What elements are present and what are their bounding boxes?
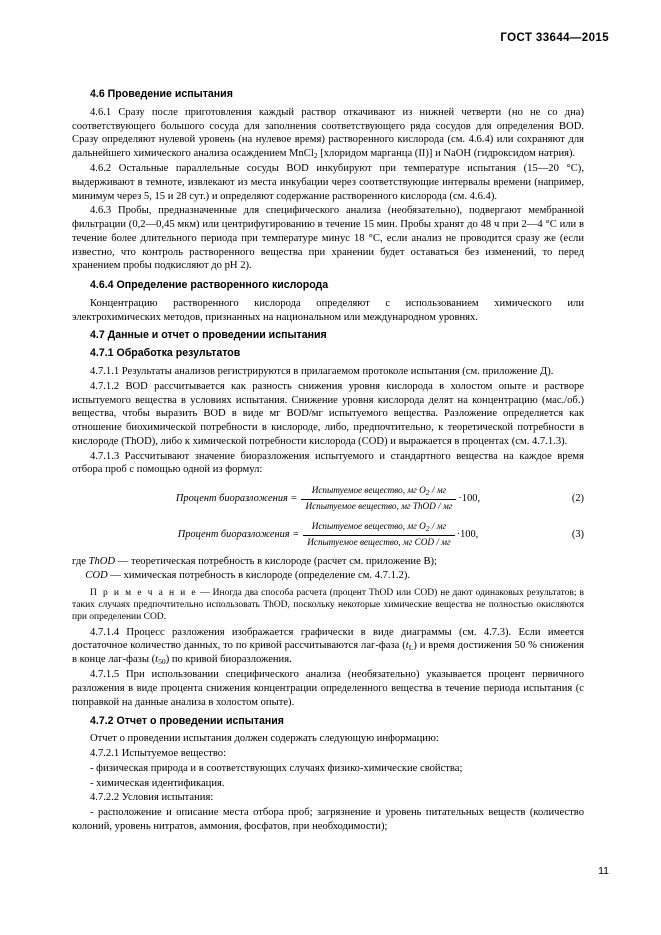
term-cod: COD xyxy=(85,569,108,581)
formula-2-label: Процент биоразложения = xyxy=(175,493,298,505)
paragraph-4-7-1-2: 4.7.1.2 BOD рассчитывается как разность снижения уровня кислорода в холостом опыте и растворе испытуемого вещества в условиях испытания. Снижение уровня кислорода делят на концентрацию (мас./об.) вещества, чтобы выразить BOD в виде мг BOD/мг испытуемого вещества. Разложение определяется как отношение биохимической потребности в кислороде, либо, предпочтительно, к теоретической потребности в кислороде (ThOD), либо к химической потребности кислорода (COD) и выражается в процентах (см. 4.7.1.3). xyxy=(72,380,584,447)
heading-4-6-4: 4.6.4 Определение растворенного кислорода xyxy=(90,279,329,292)
formula-2-numerator: Испытуемое вещество, мг $O_2$ / мг xyxy=(301,485,456,500)
paragraph-4-7-1-5: 4.7.1.5 При использовании специфического анализа (необязательно) указывается процент первичного разложения в виде процента снижения концентрации определенного вещества в течение периода испытания (с поправкой на данные анализа в холостом опыте). xyxy=(72,669,584,708)
formula-definitions xyxy=(72,555,584,583)
list-item-physical-nature: - физическая природа и в соответствующих случаях физико-химические свойства; xyxy=(90,762,463,774)
paragraph-4-6-2: 4.6.2 Остальные параллельные сосуды BOD инкубируют при температуре испытания (15—20 °С), выдерживают в темноте, извлекают из места инкубации через соответствующие интервалы времени (например, минимум через 5, 15 и 28 сут.) и определяют содержание растворенного кислорода (см. 4.6.4). xyxy=(72,163,584,202)
note-block xyxy=(72,587,584,624)
term-thod: ThOD xyxy=(88,556,116,567)
definition-thod: где ThOD — теоретическая потребность в кислороде (расчет см. приложение В); xyxy=(72,556,437,567)
page-header-standard: ГОСТ 33644—2015 xyxy=(500,32,609,44)
paragraph-4-7-1-3: 4.7.1.3 Рассчитывают значение биоразложения испытуемого и стандартного вещества на каждое время отбора проб с помощью одной из формул: xyxy=(72,450,584,476)
formula-3-denominator: Испытуемое вещество, мг COD / мг xyxy=(307,537,451,548)
paragraph-4-7-2-2: 4.7.2.2 Условия испытания: xyxy=(90,792,214,804)
formula-2-number: (2) xyxy=(571,493,584,505)
formula-3-tail: ·100, xyxy=(456,529,479,541)
formula-3-number: (3) xyxy=(571,529,584,541)
formula-3-label: Процент биоразложения = xyxy=(177,529,300,541)
paragraph-4-6-3: 4.6.3 Пробы, предназначенные для специфического анализа (необязательно), подвергают мембранной фильтрации (0,2—0,45 мкм) или центрифугированию в течение 15 мин. Пробы хранят до 48 ч при 2—4 °С или в течение более длительного периода при температуре минус 18 °С, если анализ не проводится сразу же (если известно, что контроль растворенного вещества при хранении будет оставаться без изменений, то перед хранением пробы подкисляют до pH 2). xyxy=(72,205,584,272)
paragraph-4-6-4-body: Концентрацию растворенного кислорода определяют с использованием химического или электрохимических методов, признанных на национальном или международном уровнях. xyxy=(72,297,584,323)
definition-cod xyxy=(72,569,584,583)
list-item-sampling-location: - расположение и описание места отбора проб; загрязнение и уровень питательных веществ (количество колоний, уровень нитратов, аммония, фосфатов, при необходимости); xyxy=(72,807,584,832)
paragraph-4-7-2-intro: Отчет о проведении испытания должен содержать следующую информацию: xyxy=(90,733,439,745)
list-item-chemical-identification: - химическая идентификация. xyxy=(90,777,225,789)
heading-4-7-1: 4.7.1 Обработка результатов xyxy=(90,347,241,360)
heading-4-6: 4.6 Проведение испытания xyxy=(90,88,233,100)
paragraph-4-7-1-1: 4.7.1.1 Результаты анализов регистрируются в прилагаемом протоколе испытания (см. приложение Д). xyxy=(90,366,554,377)
paragraph-4-7-1-4: 4.7.1.4 Процесс разложения изображается графически в виде диаграммы (см. 4.7.3). Если имеется достаточное количество данных, то по кривой рассчитываются лаг-фаза $(t_L)$ и время достижения 50 % снижения в конце лаг-фазы $(t_{50})$ по кривой биоразложения. xyxy=(72,626,584,667)
note-text: — Иногда два способа расчета (процент ThOD или COD) не дают одинаковых результатов; в таких случаях предпочтительно использовать ThOD, поскольку некоторые химические вещества не полностью окисляются при определении COD. xyxy=(72,587,584,623)
formula-3-numerator: Испытуемое вещество, мг $O_2$ / мг xyxy=(303,521,454,536)
formula-2-denominator: Испытуемое вещество, мг ThOD / мг xyxy=(305,501,453,512)
formula-3 xyxy=(72,521,584,549)
note-label: П р и м е ч а н и е xyxy=(90,587,198,598)
heading-4-7-2: 4.7.2 Отчет о проведении испытания xyxy=(90,714,284,727)
formula-2-fraction xyxy=(301,485,456,513)
page-number: 11 xyxy=(598,865,609,877)
formula-2-tail: ·100, xyxy=(458,493,481,505)
formula-3-fraction xyxy=(303,521,454,549)
page-content xyxy=(72,88,584,835)
formula-2 xyxy=(72,485,584,513)
definition-thod-text: — теоретическая потребность в кислороде (расчет см. приложение В); xyxy=(117,556,437,567)
paragraph-4-6-1: 4.6.1 Сразу после приготовления каждый раствор откачивают из нижней четверти (но не со дна) соответствующего большого сосуда для заполнения соответствующего ряда сосудов для определения BOD. Сразу определяют нулевой уровень (на нулевое время) растворенного кислорода (см. 4.6.4) или сохраняют для дальнейшего химического анализа осаждением MnCl$_2$ [хлоридом марганца (II)] и NaOH (гидроксидом натрия). xyxy=(72,106,584,161)
paragraph-4-7-2-1: 4.7.2.1 Испытуемое вещество: xyxy=(90,748,227,760)
heading-4-7: 4.7 Данные и отчет о проведении испытания xyxy=(90,329,327,342)
definition-cod-text: — химическая потребность в кислороде (определение см. 4.7.1.2). xyxy=(110,569,410,581)
